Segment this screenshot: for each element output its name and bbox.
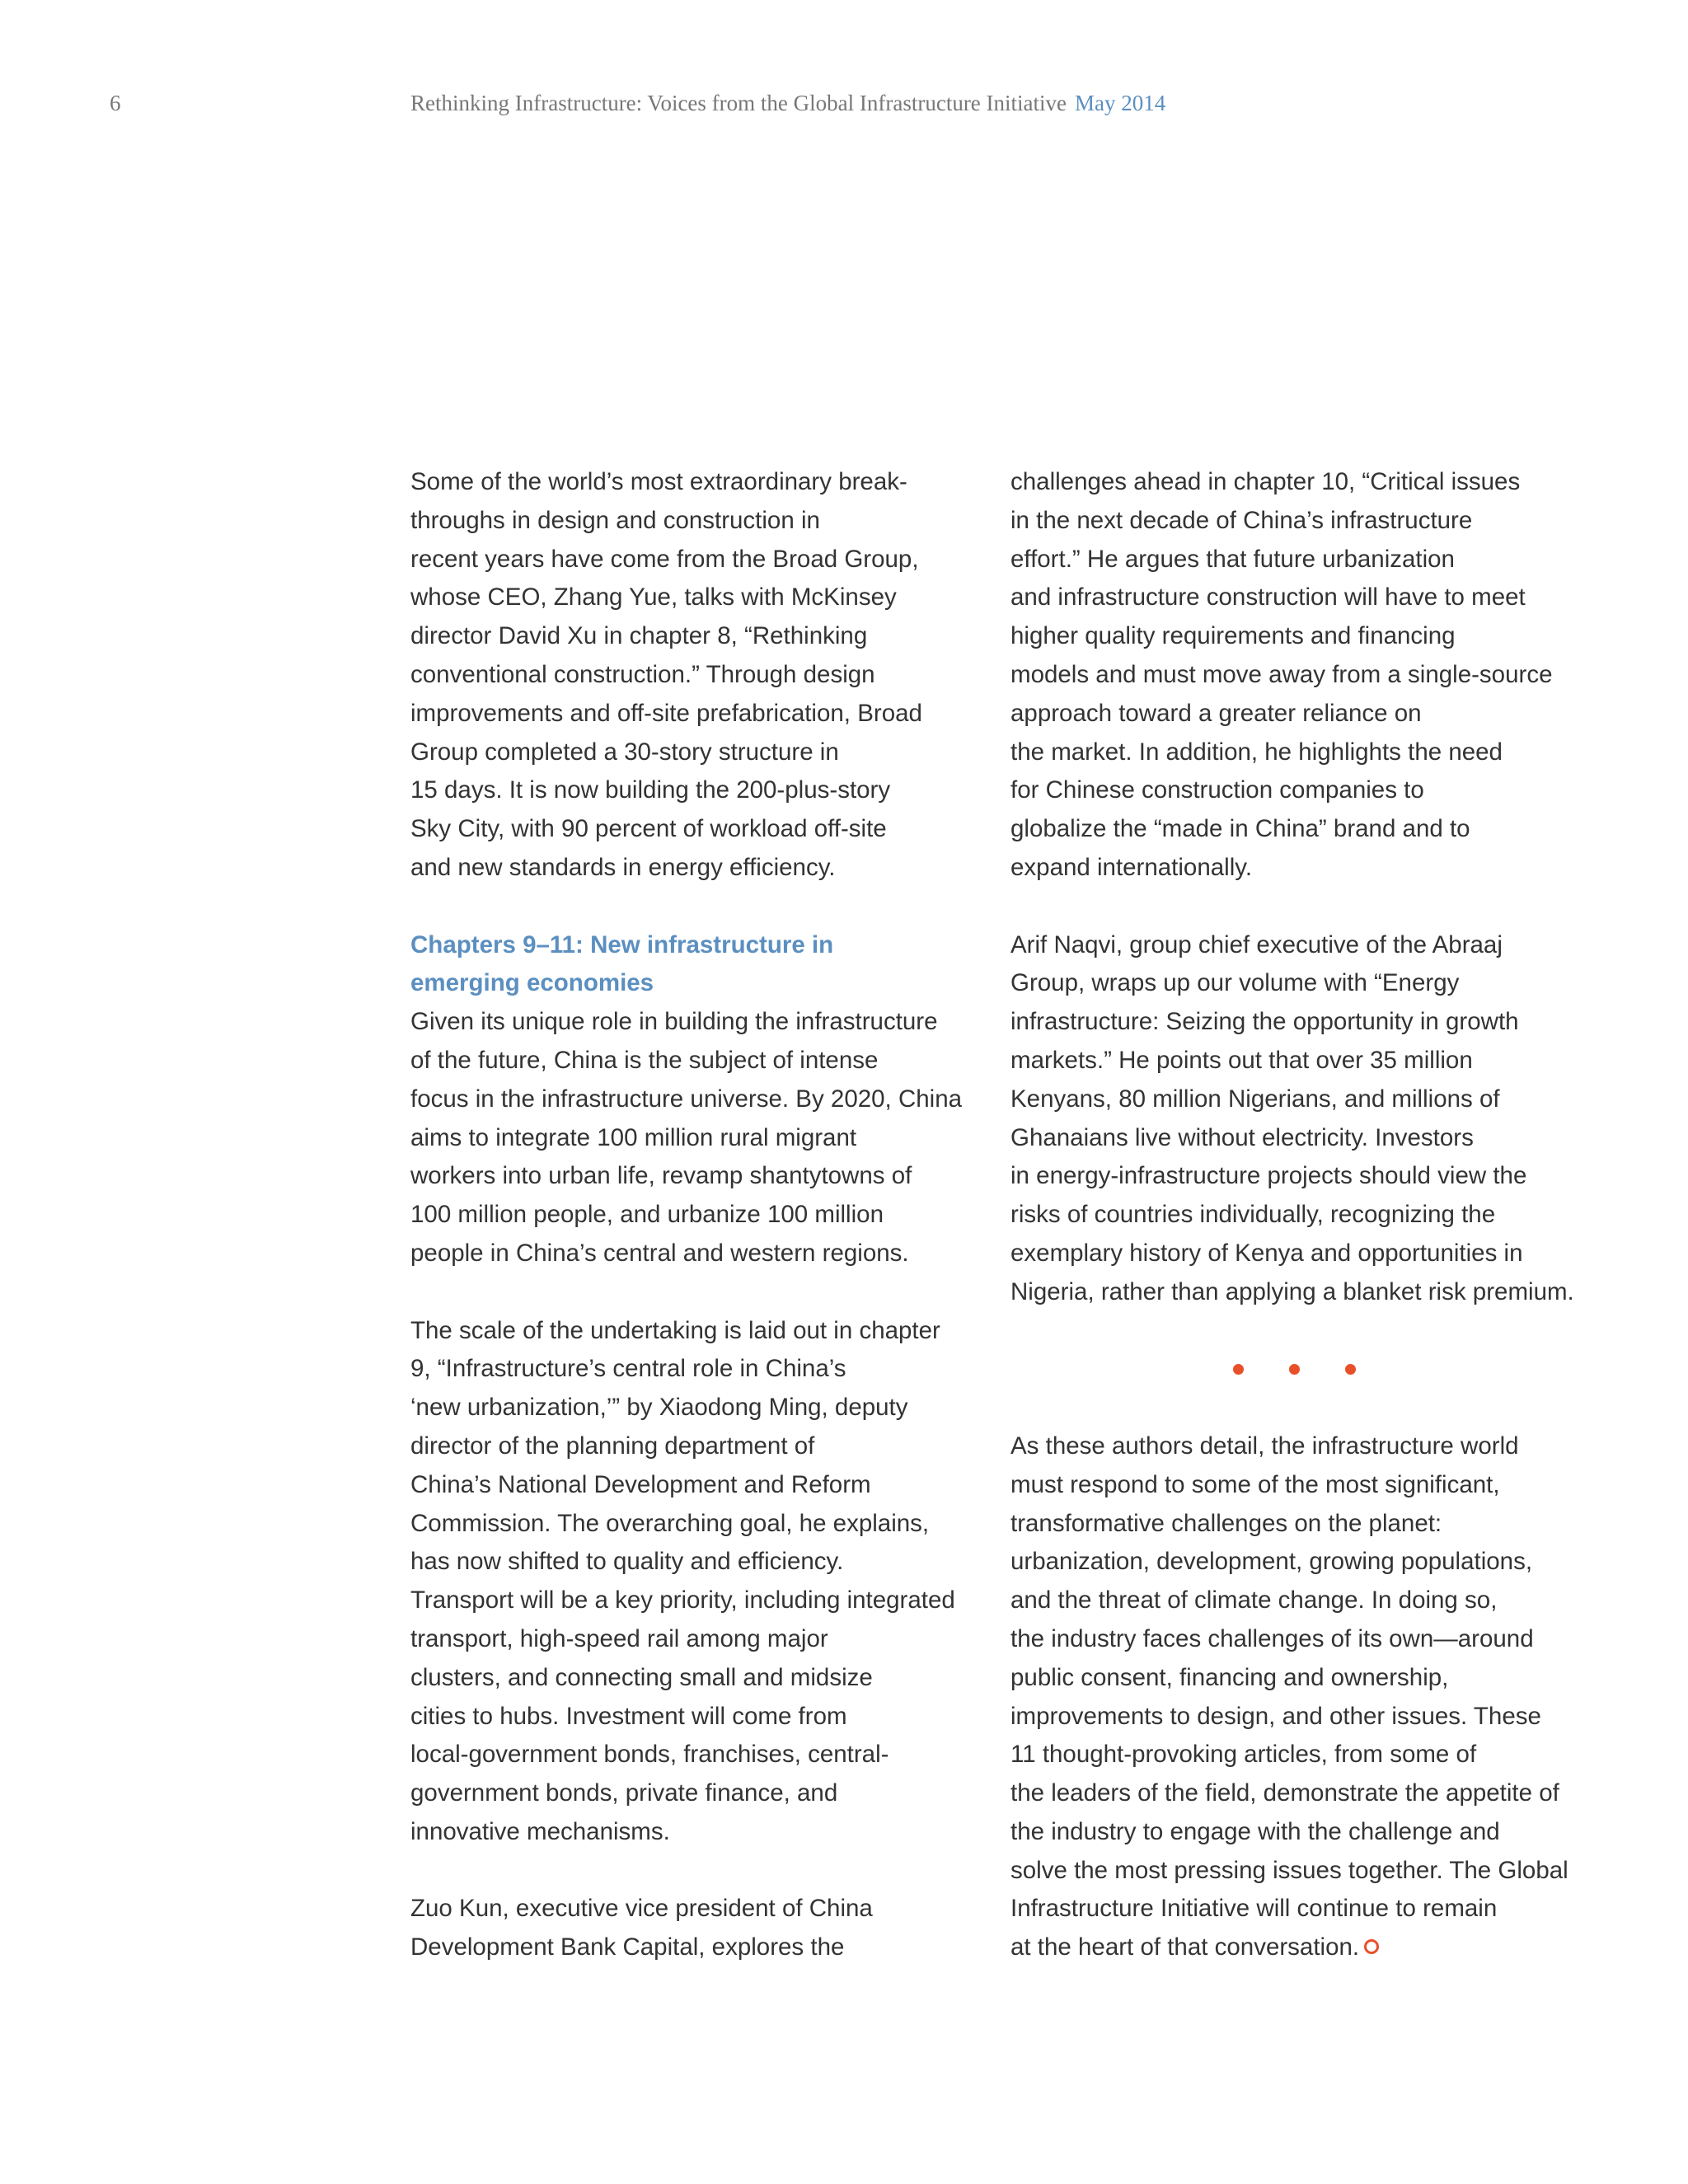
text-line: and the threat of climate change. In doing so, <box>1010 1586 1498 1615</box>
text-line: improvements and off-site prefabrication, Broad <box>410 699 922 727</box>
text-line: Infrastructure Initiative will continue to remain <box>1010 1895 1498 1923</box>
text-line: cities to hubs. Investment will come from <box>410 1702 847 1730</box>
text-line: Kenyans, 80 million Nigerians, and millions of <box>1010 1085 1500 1113</box>
text-line: ‘new urbanization,’” by Xiaodong Ming, deputy <box>410 1394 908 1422</box>
text-line: conventional construction.” Through design <box>410 660 875 688</box>
text-line: infrastructure: Seizing the opportunity in growth <box>1010 1008 1519 1036</box>
text-line: government bonds, private finance, and <box>410 1779 838 1807</box>
publication-title-text: Rethinking Infrastructure: Voices from the Global Infrastructure Initiative <box>410 91 1067 115</box>
text-line: risks of countries individually, recognizing the <box>1010 1201 1496 1229</box>
text-line: challenges ahead in chapter 10, “Critical issues <box>1010 468 1521 495</box>
text-line: Nigeria, rather than applying a blanket risk premium. <box>1010 1277 1574 1305</box>
text-line: Zuo Kun, executive vice president of China <box>410 1895 873 1923</box>
text-line: workers into urban life, revamp shantytowns of <box>410 1162 912 1190</box>
page-header <box>0 91 1688 124</box>
text-line: globalize the “made in China” brand and to <box>1010 815 1470 843</box>
left-column <box>410 463 971 1967</box>
paragraph <box>410 1003 971 1273</box>
text-line: models and must move away from a single-source <box>1010 660 1553 688</box>
text-line: in energy-infrastructure projects should view the <box>1010 1162 1527 1190</box>
text-line: public consent, financing and ownership, <box>1010 1663 1449 1691</box>
text-line: clusters, and connecting small and midsize <box>410 1663 873 1691</box>
text-line: Chapters 9–11: New infrastructure in <box>410 930 834 958</box>
text-line: whose CEO, Zhang Yue, talks with McKinsey <box>410 583 897 612</box>
text-line: expand internationally. <box>1010 853 1253 881</box>
text-line: and new standards in energy efficiency. <box>410 853 836 881</box>
paragraph <box>410 1312 971 1852</box>
text-line: emerging economies <box>410 969 654 997</box>
section-heading <box>410 926 971 1004</box>
page-number: 6 <box>110 91 121 115</box>
section-divider-dots <box>1010 1350 1587 1389</box>
text-line: director of the planning department of <box>410 1432 815 1460</box>
text-line: recent years have come from the Broad Group, <box>410 545 919 573</box>
divider-dot <box>1345 1364 1356 1375</box>
text-line: effort.” He argues that future urbanization <box>1010 545 1455 573</box>
divider-dot <box>1233 1364 1244 1375</box>
publication-date: May 2014 <box>1075 91 1166 115</box>
text-line: the market. In addition, he highlights the need <box>1010 738 1503 766</box>
text-line: Given its unique role in building the infrastructure <box>410 1008 938 1036</box>
text-line: at the heart of that conversation. <box>1010 1929 1587 1967</box>
text-line: Ghanaians live without electricity. Investors <box>1010 1123 1474 1151</box>
text-line: higher quality requirements and financing <box>1010 622 1456 650</box>
text-line: 9, “Infrastructure’s central role in China’s <box>410 1355 846 1383</box>
text-line: Arif Naqvi, group chief executive of the Abraaj <box>1010 930 1503 958</box>
text-line: director David Xu in chapter 8, “Rethinking <box>410 622 868 650</box>
text-line: 100 million people, and urbanize 100 million <box>410 1201 884 1229</box>
publication-title <box>410 91 1165 116</box>
text-line: and infrastructure construction will have to meet <box>1010 583 1526 612</box>
text-line: for Chinese construction companies to <box>1010 776 1424 804</box>
text-line: exemplary history of Kenya and opportunities in <box>1010 1239 1523 1267</box>
text-line: China’s National Development and Reform <box>410 1470 871 1498</box>
text-line: Some of the world’s most extraordinary break- <box>410 468 907 495</box>
text-line: approach toward a greater reliance on <box>1010 699 1422 727</box>
text-line: has now shifted to quality and efficiency. <box>410 1548 844 1576</box>
text-line: The scale of the undertaking is laid out in chapter <box>410 1316 940 1344</box>
text-line: the industry faces challenges of its own—around <box>1010 1624 1534 1652</box>
text-line: the leaders of the field, demonstrate the appetite of <box>1010 1779 1559 1807</box>
text-line: throughs in design and construction in <box>410 506 820 534</box>
text-line: solve the most pressing issues together. The Global <box>1010 1856 1568 1884</box>
text-line: in the next decade of China’s infrastructure <box>1010 506 1473 534</box>
text-line: 15 days. It is now building the 200-plus-story <box>410 776 891 804</box>
right-column <box>1010 463 1587 1967</box>
paragraph <box>410 463 971 888</box>
text-line: As these authors detail, the infrastructure world <box>1010 1432 1519 1460</box>
text-line: Commission. The overarching goal, he explains, <box>410 1509 930 1537</box>
text-line: transformative challenges on the planet: <box>1010 1509 1442 1537</box>
text-line: innovative mechanisms. <box>410 1817 670 1845</box>
paragraph <box>1010 926 1587 1312</box>
text-line: local-government bonds, franchises, central- <box>410 1741 889 1769</box>
divider-dot <box>1289 1364 1300 1375</box>
text-line: markets.” He points out that over 35 million <box>1010 1046 1473 1074</box>
paragraph <box>410 1890 971 1967</box>
text-line: Group, wraps up our volume with “Energy <box>1010 969 1460 997</box>
closing-paragraph <box>1010 1427 1587 1967</box>
text-line: Transport will be a key priority, including integrated <box>410 1586 955 1615</box>
paragraph <box>1010 463 1587 888</box>
text-line: Group completed a 30-story structure in <box>410 738 839 766</box>
text-line: transport, high-speed rail among major <box>410 1624 828 1652</box>
text-line: 11 thought-provoking articles, from some of <box>1010 1741 1477 1769</box>
text-line: urbanization, development, growing populations, <box>1010 1548 1533 1576</box>
text-line: the industry to engage with the challenge and <box>1010 1817 1500 1845</box>
text-line: aims to integrate 100 million rural migrant <box>410 1123 857 1151</box>
text-line: improvements to design, and other issues. These <box>1010 1702 1541 1730</box>
end-of-article-icon <box>1364 1939 1379 1954</box>
text-line: Sky City, with 90 percent of workload off-site <box>410 815 887 843</box>
text-line: people in China’s central and western regions. <box>410 1239 909 1267</box>
text-line: of the future, China is the subject of intense <box>410 1046 879 1074</box>
text-line: focus in the infrastructure universe. By 2020, China <box>410 1085 963 1113</box>
text-line: must respond to some of the most significant, <box>1010 1470 1500 1498</box>
text-line: Development Bank Capital, explores the <box>410 1933 845 1961</box>
